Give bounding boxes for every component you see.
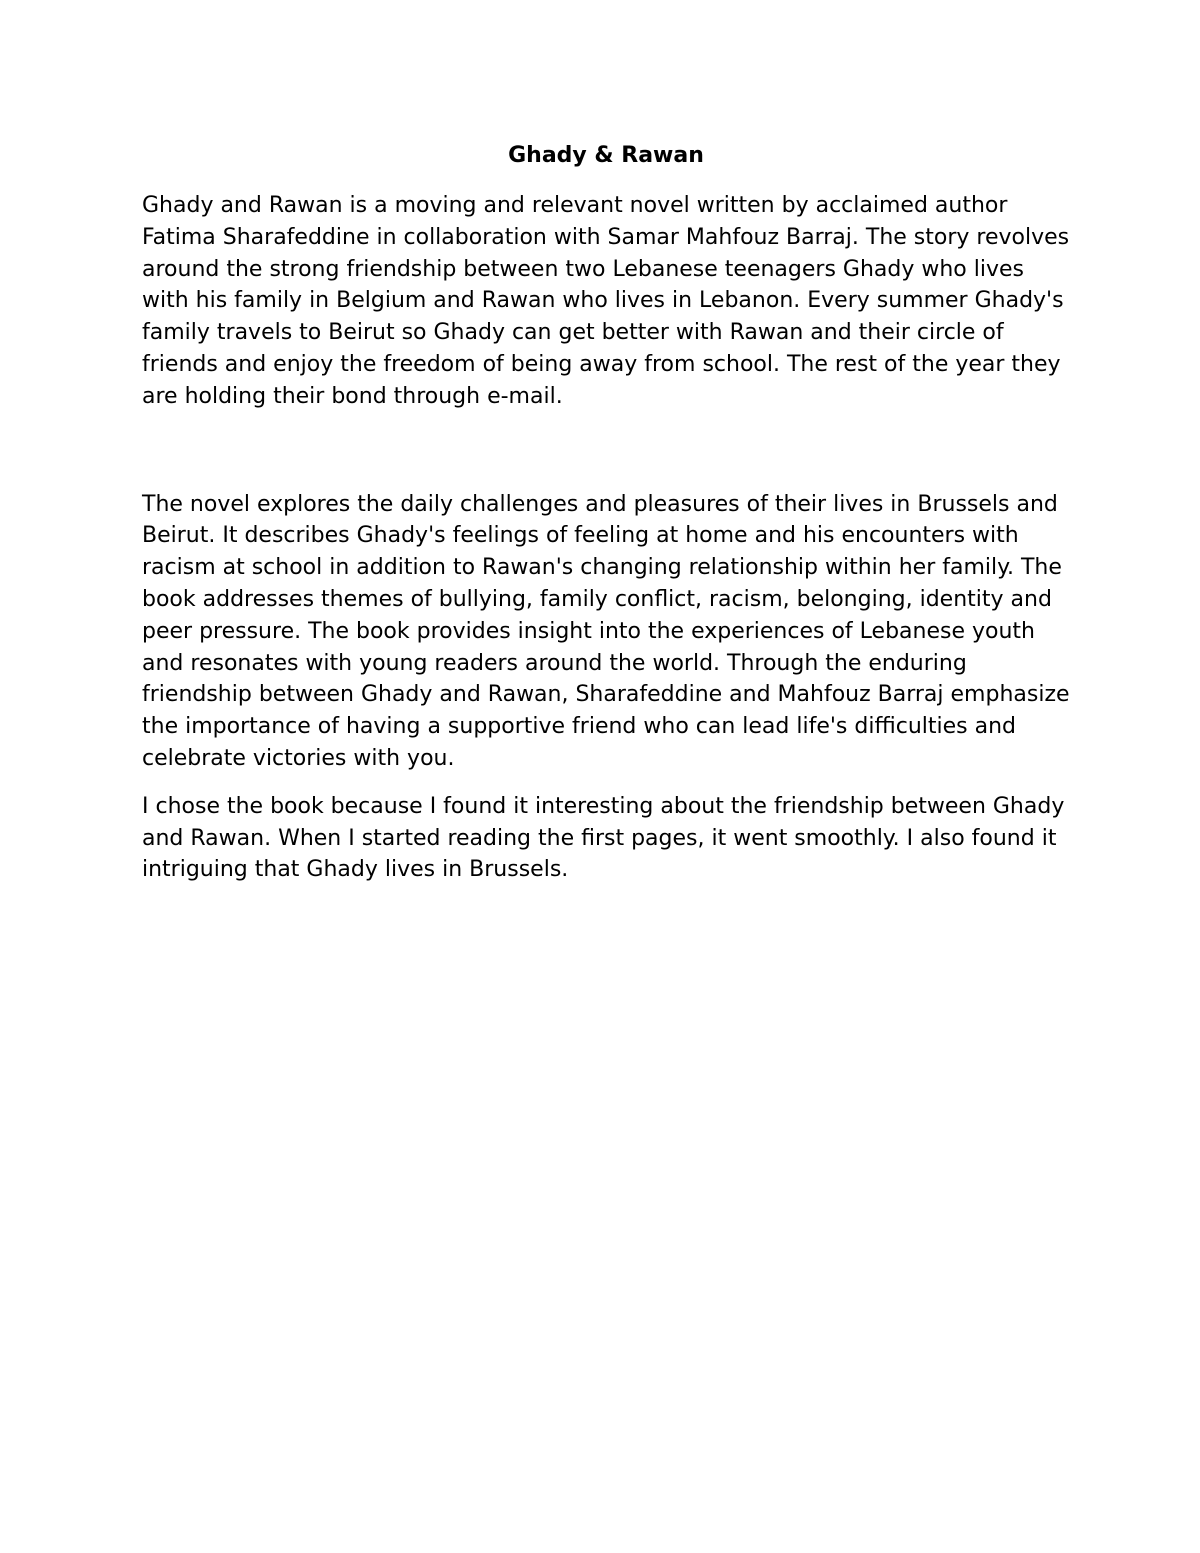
paragraph-themes: The novel explores the daily challenges and pleasures of their lives in Brussels and Beirut. It describes Ghady's feelings of feeling at home and his encounters with racism at school in addition to Rawan's changing relationship within her family. The book addresses themes of bullying, family conflict, racism, belonging, identity and peer pressure. The book provides insight into the experiences of Lebanese youth and resonates with young readers around the world. Through the enduring friendship between Ghady and Rawan, Sharafeddine and Mahfouz Barraj emphasize the importance of having a supportive friend who can lead life's difficulties and celebrate victories with you. bbox=[142, 491, 1070, 771]
paragraph-summary: Ghady and Rawan is a moving and relevant novel written by acclaimed author Fatima Sharafeddine in collaboration with Samar Mahfouz Barraj. The story revolves around the strong friendship between two Lebanese teenagers Ghady who lives with his family in Belgium and Rawan who lives in Lebanon. Every summer Ghady's family travels to Beirut so Ghady can get better with Rawan and their circle of friends and enjoy the freedom of being away from school. The rest of the year they are holding their bond through e-mail. bbox=[142, 193, 1070, 409]
document-body bbox=[142, 138, 1070, 886]
paragraph-reason: I chose the book because I found it interesting about the friendship between Ghady and Rawan. When I started reading the first pages, it went smoothly. I also found it intriguing that Ghady lives in Brussels. bbox=[142, 793, 1065, 883]
document-title: Ghady & Rawan bbox=[508, 143, 704, 168]
